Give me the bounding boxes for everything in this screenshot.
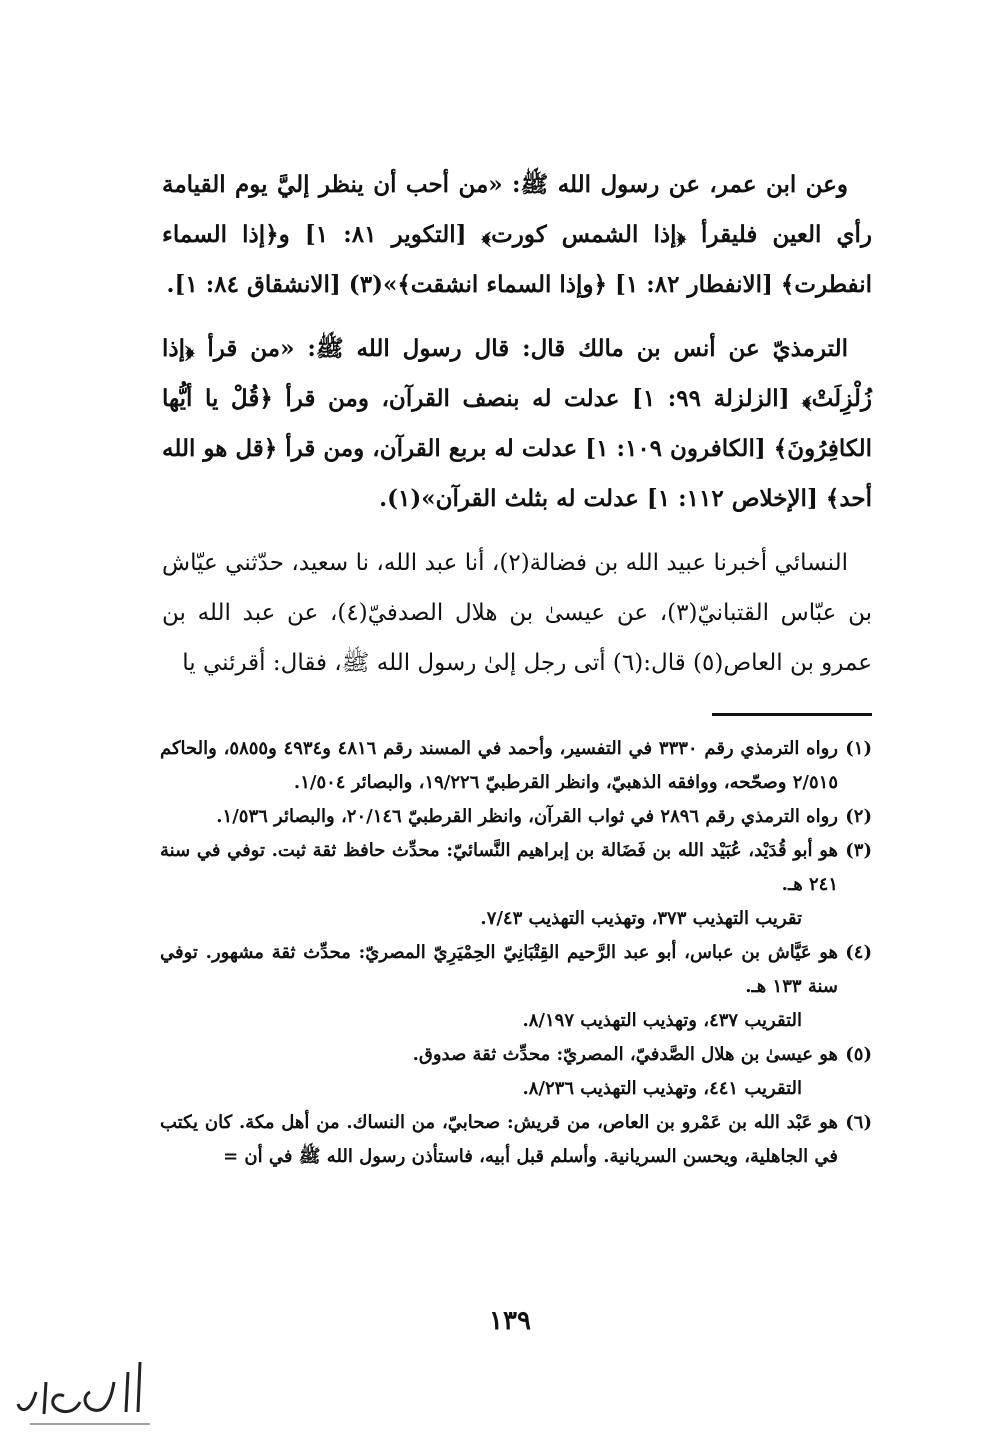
- footnote-4: [160, 936, 872, 1004]
- footnote-text: هو أبو قُدَيْد، عُبَيْد الله بن فَضَالة بن إبراهيم النَّسائيّ: محدِّث حافظ ثقة ثبت. توفي في سنة ٢٤١ هـ.: [160, 840, 838, 895]
- footnote-6: [160, 1106, 872, 1174]
- footnotes: [160, 732, 872, 1174]
- paragraph-nasai: النسائي أخبرنا عبيد الله بن فضالة(٢)، أنا عبد الله، نا سعيد، حدّثني عيّاش بن عبّاس القتبانيّ(٣)، عن عيسىٰ بن هلال الصدفيّ(٤)، عن عبد الله بن عمرو بن العاص(٥) قال:(٦) أتى رجل إلىٰ رسول الله ﷺ، فقال: أقرئني يا: [162, 550, 872, 676]
- footnote-separator: [712, 713, 872, 716]
- footnote-3: [160, 834, 872, 902]
- footnote-text: هو عَبْد الله بن عَمْرو بن العاص، من قريش: صحابيّ، من النساك. من أهل مكة. كان يكتب في الجاهلية، ويحسن السريانية. وأسلم قبل أبيه، فاستأذن رسول الله ﷺ في أن =: [160, 1112, 838, 1167]
- footnote-number: (٣): [845, 840, 872, 861]
- footnote-1: [160, 732, 872, 800]
- footnote-number: (٤): [845, 942, 872, 963]
- footnote-5-source: التقريب ٤٤١، وتهذيب التهذيب ٨/٢٣٦.: [522, 1078, 802, 1099]
- footnote-text: رواه الترمذي رقم ٢٨٩٦ في ثواب القرآن، وانظر القرطبيّ ٢٠/١٤٦، والبصائر ١/٥٣٦.: [216, 806, 838, 827]
- footnote-text: هو عَيَّاش بن عباس، أبو عبد الرَّحيم القِتْبَانِيّ الحِمْيَرِيّ المصريّ: محدِّث ثقة مشهور. توفي سنة ١٣٣ هـ.: [160, 942, 838, 997]
- footnote-2: [160, 800, 872, 834]
- footnote-4-source: التقريب ٤٣٧، وتهذيب التهذيب ٨/١٩٧.: [522, 1010, 802, 1031]
- footnote-number: (١): [845, 738, 872, 759]
- footnote-3-source: تقريب التهذيب ٣٧٣، وتهذيب التهذيب ٧/٤٣.: [480, 908, 802, 929]
- page-number: ١٣٩: [489, 1306, 531, 1336]
- footnote-number: (٥): [845, 1044, 872, 1065]
- paragraph-tirmidhi: الترمذيّ عن أنس بن مالك قال: قال رسول الله ﷺ: «من قرأ ﴿إذا زُلْزِلَتْ﴾ [الزلزلة ٩٩: ١] عدلت له بنصف القرآن، ومن قرأ ﴿قُلْ يا أيُّها الكافِرُونَ﴾ [الكافرون ١٠٩: ١] عدلت له بربع القرآن، ومن قرأ ﴿قل هو الله أحد﴾ [الإخلاص ١١٢: ١] عدلت له بثلث القرآن»(١).: [162, 335, 872, 512]
- calligraphy-logo: [10, 1352, 160, 1432]
- paragraph-ibn-umar: وعن ابن عمر، عن رسول الله ﷺ: «من أحب أن ينظر إليَّ يوم القيامة رأي العين فليقرأ ﴿إذا الشمس كورت﴾ [التكوير ٨١: ١] و﴿إذا السماء انفطرت﴾ [الانفطار ٨٢: ١] ﴿وإذا السماء انشقت﴾»(٣) [الانشقاق ٨٤: ١].: [162, 171, 873, 298]
- footnote-number: (٦): [845, 1112, 872, 1133]
- footnote-text: رواه الترمذي رقم ٣٣٣٠ في التفسير، وأحمد في المسند رقم ٤٨١٦ و٤٩٣٤ و٥٨٥٥، والحاكم ٢/٥١٥ وصحّحه، ووافقه الذهبيّ، وانظر القرطبيّ ١٩/٢٢٦، والبصائر ١/٥٠٤.: [160, 738, 838, 793]
- footnote-text: هو عيسىٰ بن هلال الصَّدفيّ، المصريّ: محدِّث ثقة صدوق.: [412, 1044, 838, 1065]
- footnote-5: [160, 1038, 872, 1072]
- footnote-number: (٢): [845, 806, 872, 827]
- main-text: [162, 160, 872, 702]
